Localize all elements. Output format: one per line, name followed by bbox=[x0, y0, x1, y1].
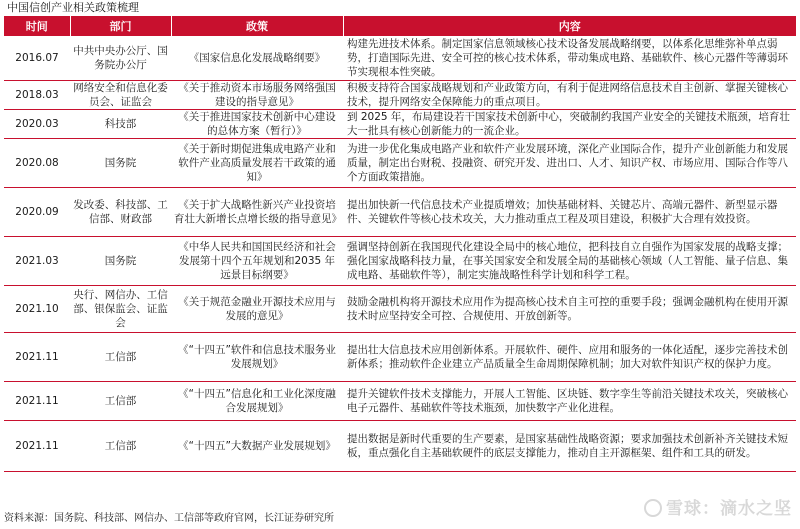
cell-dept: 工信部 bbox=[70, 332, 171, 381]
cell-dept: 科技部 bbox=[70, 109, 171, 138]
cell-time: 2021.10 bbox=[4, 285, 70, 332]
table-row bbox=[4, 285, 796, 332]
table-row bbox=[4, 36, 796, 80]
cell-time: 2016.07 bbox=[4, 36, 70, 80]
table-row bbox=[4, 187, 796, 236]
cell-content: 到 2025 年，布局建设若干国家技术创新中心，突破制约我国产业安全的关键技术瓶颈，培育壮大一批具有核心创新能力的一流企业。 bbox=[343, 109, 796, 138]
cell-content: 构建先进技术体系。制定国家信息领域核心技术设备发展战略纲要，以体系化思维弥补单点弱势，打造国际先进、安全可控的核心技术体系，带动集成电路、基础软件、核心元器件等薄弱环节实现根本性突破。 bbox=[343, 36, 796, 80]
table-row bbox=[4, 420, 796, 471]
cell-dept: 国务院 bbox=[70, 138, 171, 187]
cell-policy: 《关于推进国家技术创新中心建设的总体方案（暂行）》 bbox=[171, 109, 343, 138]
cell-dept: 工信部 bbox=[70, 381, 171, 420]
table-row bbox=[4, 80, 796, 109]
cell-dept: 国务院 bbox=[70, 236, 171, 285]
cell-policy: 《关于扩大战略性新兴产业投资培育壮大新增长点增长级的指导意见》 bbox=[171, 187, 343, 236]
cell-policy: 《国家信息化发展战略纲要》 bbox=[171, 36, 343, 80]
cell-dept: 央行、网信办、工信部、银保监会、证监会 bbox=[70, 285, 171, 332]
cell-time: 2020.09 bbox=[4, 187, 70, 236]
cell-content: 强调坚持创新在我国现代化建设全局中的核心地位，把科技自立自强作为国家发展的战略支撑；强化国家战略科技力量，在事关国家安全和发展全局的基础核心领域（人工智能、量子信息、集成电路、基础软件等），制定实施战略性科学计划和科学工程。 bbox=[343, 236, 796, 285]
cell-content: 提出数据是新时代重要的生产要素，是国家基础性战略资源；要求加强技术创新补齐关键技术短板，重点强化自主基础软硬件的底层支撑能力，推动自主开源框架、组件和工具的研发。 bbox=[343, 420, 796, 471]
cell-policy: 《“十四五”大数据产业发展规划》 bbox=[171, 420, 343, 471]
page-title: 中国信创产业相关政策梳理 bbox=[7, 1, 139, 14]
header-policy: 政策 bbox=[171, 16, 343, 36]
cell-time: 2021.11 bbox=[4, 332, 70, 381]
cell-content: 提出加快新一代信息技术产业提质增效；加快基础材料、关键芯片、高端元器件、新型显示器件、关键软件等核心技术攻关，大力推动重点工程及项目建设，积极扩大合理有效投资。 bbox=[343, 187, 796, 236]
cell-time: 2020.03 bbox=[4, 109, 70, 138]
header-time: 时间 bbox=[4, 16, 70, 36]
cell-content: 提升关键软件技术支撑能力，开展人工智能、区块链、数字孪生等前沿关键技术攻关，突破核心电子元器件、基础软件等技术瓶颈，加快数字产业化进程。 bbox=[343, 381, 796, 420]
cell-policy: 《“十四五”软件和信息技术服务业发展规划》 bbox=[171, 332, 343, 381]
cell-content: 积极支持符合国家战略规划和产业政策方向，有利于促进网络信息技术自主创新、掌握关键核心技术，提升网络安全保障能力的重点项目。 bbox=[343, 80, 796, 109]
watermark bbox=[644, 494, 792, 519]
table-row bbox=[4, 236, 796, 285]
cell-dept: 中共中央办公厅、国务院办公厅 bbox=[70, 36, 171, 80]
table-row bbox=[4, 138, 796, 187]
cell-policy: 《关于推动资本市场服务网络强国建设的指导意见》 bbox=[171, 80, 343, 109]
cell-content: 鼓励金融机构将开源技术应用作为提高核心技术自主可控的重要手段；强调金融机构在使用开源技术时应坚持安全可控、合规使用、开放创新等。 bbox=[343, 285, 796, 332]
cell-dept: 网络安全和信息化委员会、证监会 bbox=[70, 80, 171, 109]
cell-time: 2021.03 bbox=[4, 236, 70, 285]
header-dept: 部门 bbox=[70, 16, 171, 36]
cell-time: 2021.11 bbox=[4, 381, 70, 420]
header-content: 内容 bbox=[343, 16, 796, 36]
table-header-row bbox=[4, 16, 796, 36]
cell-time: 2020.08 bbox=[4, 138, 70, 187]
snowball-logo-icon bbox=[644, 499, 662, 517]
cell-policy: 《关于规范金融业开源技术应用与发展的意见》 bbox=[171, 285, 343, 332]
source-note: 资料来源：国务院、科技部、网信办、工信部等政府官网，长江证券研究所 bbox=[4, 513, 334, 524]
watermark-text: 雪球：滴水之坚 bbox=[666, 499, 792, 519]
cell-time: 2021.11 bbox=[4, 420, 70, 471]
cell-dept: 工信部 bbox=[70, 420, 171, 471]
policy-table bbox=[4, 16, 796, 472]
cell-time: 2018.03 bbox=[4, 80, 70, 109]
cell-content: 为进一步优化集成电路产业和软件产业发展环境，深化产业国际合作，提升产业创新能力和发展质量，制定出台财税、投融资、研究开发、进出口、人才、知识产权、市场应用、国际合作等八个方面政策措施。 bbox=[343, 138, 796, 187]
cell-policy: 《中华人民共和国国民经济和社会发展第十四个五年规划和2035 年远景目标纲要》 bbox=[171, 236, 343, 285]
cell-content: 提出壮大信息技术应用创新体系。开展软件、硬件、应用和服务的一体化适配，逐步完善技术创新体系；推动软件企业建立产品质量全生命周期保障机制；加大对软件知识产权的保护力度。 bbox=[343, 332, 796, 381]
cell-policy: 《“十四五”信息化和工业化深度融合发展规划》 bbox=[171, 381, 343, 420]
table-row bbox=[4, 381, 796, 420]
table-row bbox=[4, 109, 796, 138]
cell-policy: 《关于新时期促进集成电路产业和软件产业高质量发展若干政策的通知》 bbox=[171, 138, 343, 187]
table-row bbox=[4, 332, 796, 381]
cell-dept: 发改委、科技部、工信部、财政部 bbox=[70, 187, 171, 236]
